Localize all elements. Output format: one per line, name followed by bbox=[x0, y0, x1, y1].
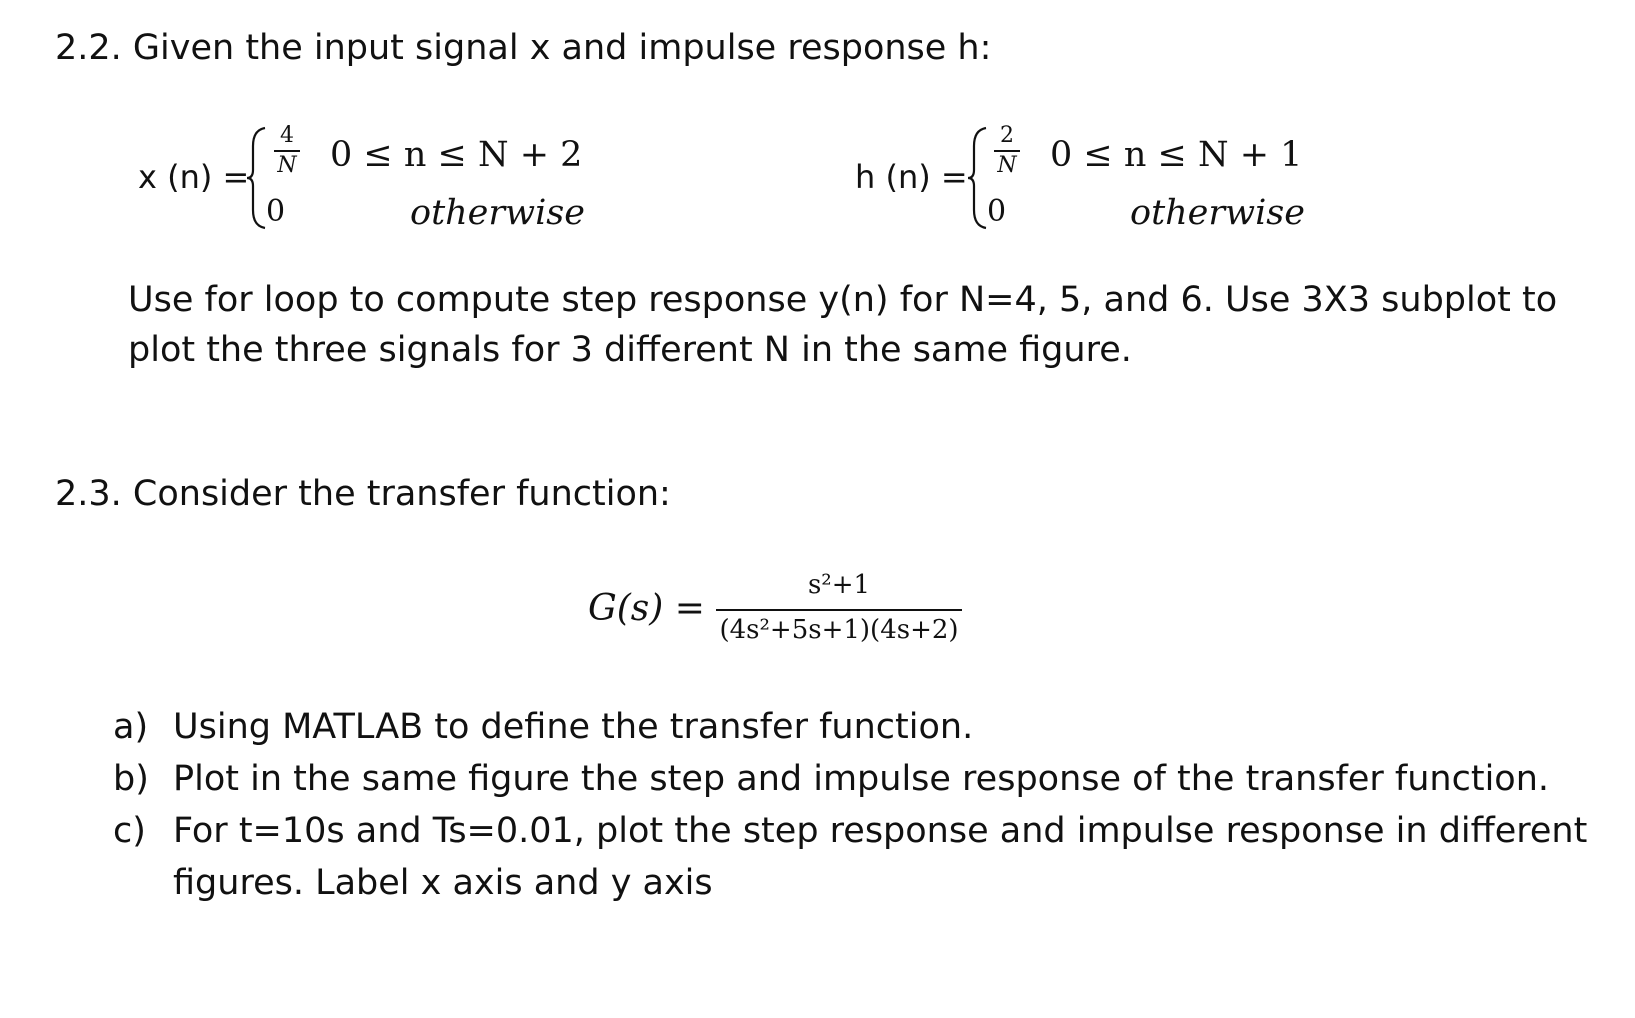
list-item-text-continued: figures. Label x axis and y axis bbox=[173, 863, 713, 903]
problem-2-2-heading: 2.2. Given the input signal x and impulse response h: bbox=[55, 28, 992, 68]
h-eq-zero: 0 bbox=[987, 194, 1007, 229]
tf-denominator: (4s²+5s+1)(4s+2) bbox=[719, 615, 959, 645]
problem-2-2-instruction-line1: Use for loop to compute step response y(n) for N=4, 5, and 6. Use 3X3 subplot to bbox=[128, 280, 1558, 320]
list-item-letter: a) bbox=[113, 707, 149, 747]
h-eq-otherwise: otherwise bbox=[1130, 193, 1305, 233]
h-eq-numerator: 2 bbox=[1000, 123, 1014, 148]
x-eq-lhs: x (n) = bbox=[138, 158, 250, 196]
x-eq-otherwise: otherwise bbox=[410, 193, 585, 233]
list-item-letter: b) bbox=[113, 759, 149, 799]
h-eq-lhs: h (n) = bbox=[855, 158, 968, 196]
problem-2-2-instruction-line2: plot the three signals for 3 different N in the same figure. bbox=[128, 330, 1132, 370]
h-eq-condition: 0 ≤ n ≤ N + 1 bbox=[1050, 135, 1303, 175]
x-eq-numerator: 4 bbox=[280, 123, 294, 148]
x-eq-denominator: N bbox=[277, 153, 297, 178]
x-eq-zero: 0 bbox=[266, 194, 286, 229]
tf-fraction-bar bbox=[716, 609, 962, 611]
list-item-text: For t=10s and Ts=0.01, plot the step response and impulse response in different bbox=[173, 811, 1588, 851]
x-eq-condition: 0 ≤ n ≤ N + 2 bbox=[330, 135, 583, 175]
x-eq-fraction bbox=[274, 124, 300, 178]
list-item-text: Using MATLAB to define the transfer function. bbox=[173, 707, 974, 747]
h-eq-denominator: N bbox=[997, 153, 1017, 178]
problem-2-3-heading: 2.3. Consider the transfer function: bbox=[55, 474, 671, 514]
list-item-letter: c) bbox=[113, 811, 146, 851]
list-item-text: Plot in the same figure the step and impulse response of the transfer function. bbox=[173, 759, 1550, 799]
tf-numerator: s²+1 bbox=[807, 570, 871, 600]
h-eq-fraction bbox=[994, 124, 1020, 178]
tf-lhs: G(s) = bbox=[588, 588, 705, 629]
